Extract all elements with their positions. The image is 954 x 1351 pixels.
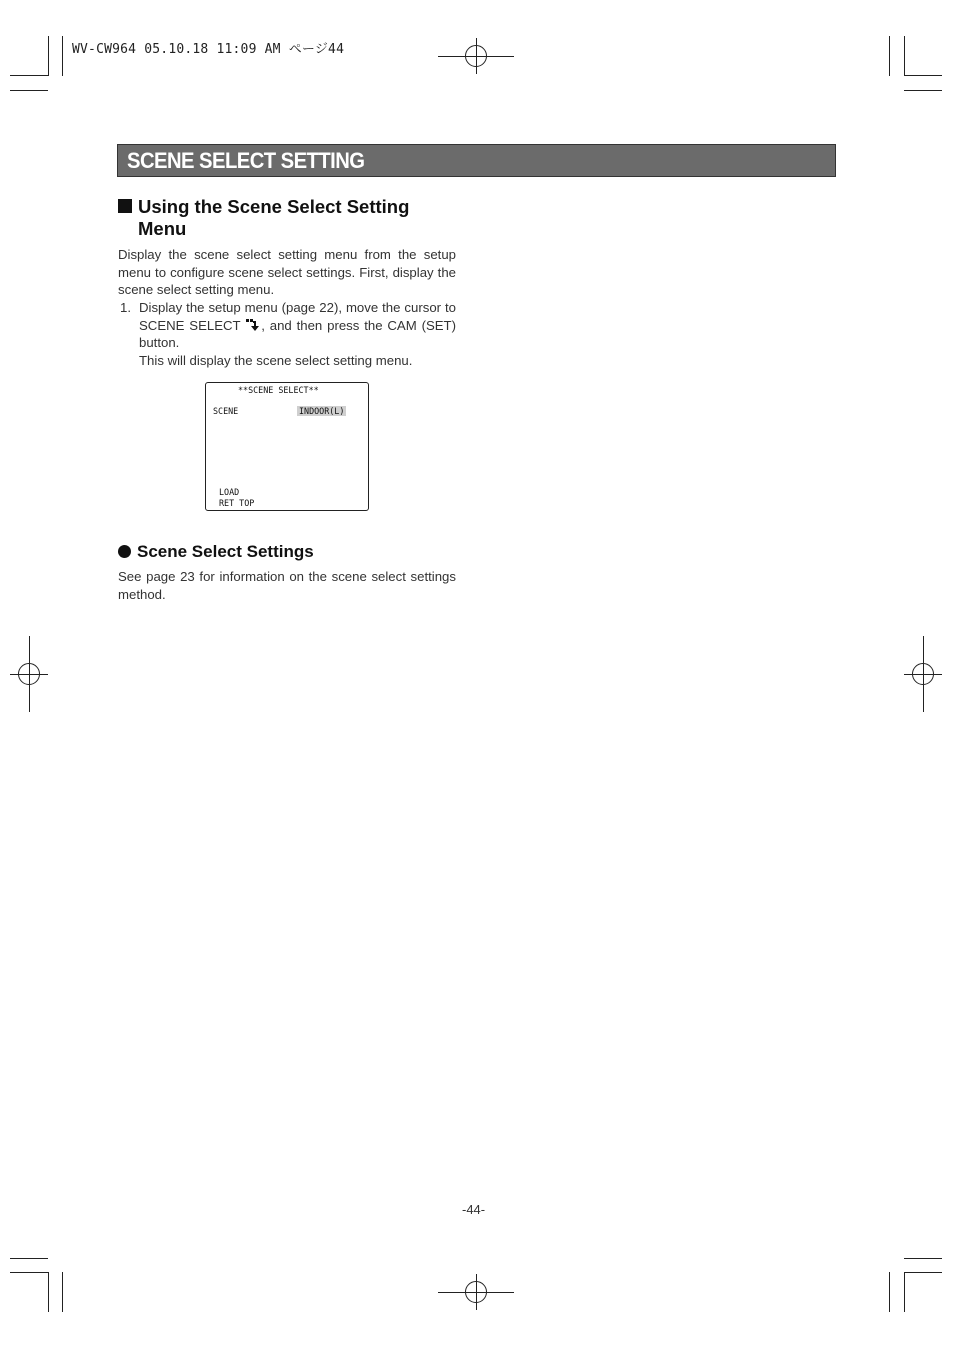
round-bullet-icon xyxy=(118,545,131,558)
menu-load-label: LOAD xyxy=(219,487,240,497)
square-bullet-icon xyxy=(118,199,132,213)
using-heading-line1: Using the Scene Select Setting xyxy=(138,196,410,217)
settings-heading-text: Scene Select Settings xyxy=(137,542,314,561)
section-title: SCENE SELECT SETTING xyxy=(127,148,365,173)
step-number: 1. xyxy=(120,300,131,315)
menu-scene-label: SCENE xyxy=(213,406,239,416)
step-1 xyxy=(120,299,456,369)
submenu-arrow-icon xyxy=(245,318,261,332)
menu-title: **SCENE SELECT** xyxy=(238,385,319,395)
using-heading-line2: Menu xyxy=(138,218,187,239)
settings-heading xyxy=(118,542,314,562)
step-text-after: , and then press the CAM (SET) button. xyxy=(139,317,456,350)
using-intro: Display the scene select setting menu from the setup menu to configure scene select settings. First, display the scene select setting menu. xyxy=(118,247,456,297)
settings-text: See page 23 for information on the scene select settings method. xyxy=(118,569,456,602)
page-number: -44- xyxy=(462,1202,486,1217)
menu-scene-value: INDOOR(L) xyxy=(299,406,345,416)
step-result: This will display the scene select setting menu. xyxy=(139,352,413,368)
scene-select-menu-screen xyxy=(205,382,369,511)
using-heading xyxy=(118,196,458,240)
print-header-stamp: WV-CW964 05.10.18 11:09 AM ページ44 xyxy=(72,42,345,57)
section-title-bar xyxy=(117,144,836,177)
step-text-before: Display the setup menu (page 22), move the cursor to SCENE SELECT xyxy=(139,300,456,333)
menu-ret-top-label: RET TOP xyxy=(219,498,255,508)
